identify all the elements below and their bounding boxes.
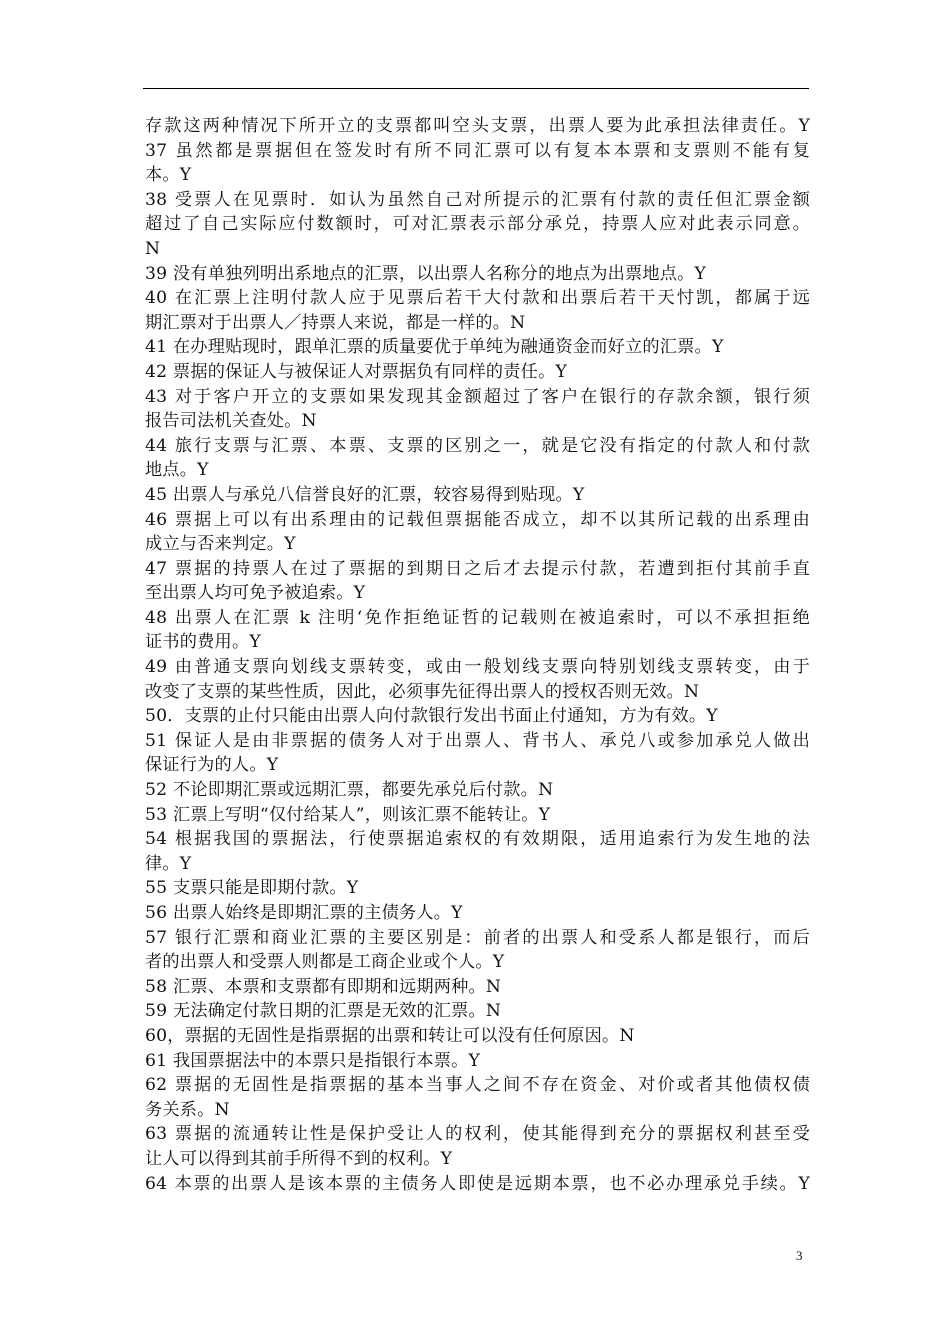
text-line: 42 票据的保证人与被保证人对票据负有同样的责任。Y bbox=[145, 361, 568, 382]
text-line: 44 旅行支票与汇票、本票、支票的区别之一，就是它没有指定的付款人和付款 bbox=[145, 435, 810, 456]
text-line: 61 我国票据法中的本票只是指银行本票。Y bbox=[145, 1050, 481, 1071]
text-line: 52 不论即期汇票或远期汇票，都要先承兑后付款。N bbox=[145, 780, 554, 801]
text-line: 59 无法确定付款日期的汇票是无效的汇票。N bbox=[145, 1001, 502, 1022]
document-body bbox=[145, 114, 810, 1196]
text-line: 51 保证人是由非票据的债务人对于出票人、背书人、承兑八或参加承兑人做出 bbox=[145, 730, 810, 751]
text-line: 证书的费用。Y bbox=[145, 632, 261, 653]
text-line: 让人可以得到其前手所得不到的权利。Y bbox=[145, 1148, 453, 1169]
text-line: 48 出票人在汇票 k 注明‘免作拒绝证哲的记载则在被追索时，可以不承担拒绝 bbox=[145, 607, 810, 628]
text-line: 报告司法机关查处。N bbox=[145, 411, 317, 432]
text-line: 54 根据我国的票据法，行使票据追索权的有效期限，适用追索行为发生地的法 bbox=[145, 829, 810, 850]
text-line: 56 出票人始终是即期汇票的主债务人。Y bbox=[145, 903, 463, 923]
text-line: 38 受票人在见票时．如认为虽然自己对所提示的汇票有付款的责任但汇票金额 bbox=[145, 189, 810, 210]
text-line: 43 对于客户开立的支票如果发现其金额超过了客户在银行的存款余额，银行须 bbox=[145, 386, 810, 407]
text-line: 39 没有单独列明出系地点的汇票，以出票人名称分的地点为出票地点。Y bbox=[145, 263, 707, 284]
text-line: 45 出票人与承兑八信誉良好的汇票，较容易得到贴现。Y bbox=[145, 484, 585, 505]
text-line: 保证行为的人。Y bbox=[145, 755, 279, 776]
text-line: 地点。Y bbox=[145, 460, 209, 481]
text-line: 47 票据的持票人在过了票据的到期日之后才去提示付款，若遭到拒付其前手直 bbox=[145, 558, 810, 579]
text-line: 律。Y bbox=[145, 853, 192, 874]
text-line: 者的出票人和受票人则都是工商企业或个人。Y bbox=[145, 952, 505, 973]
header-rule bbox=[143, 88, 809, 89]
text-line: 37 虽然都是票据但在签发时有所不同汇票可以有复本本票和支票则不能有复 bbox=[145, 140, 810, 161]
page-number: 3 bbox=[796, 1248, 803, 1263]
text-line: 至出票人均可免予被追索。Y bbox=[145, 583, 366, 604]
text-line: 成立与否来判定。Y bbox=[145, 534, 296, 555]
text-line: 本。Y bbox=[145, 165, 192, 186]
text-line: 62 票据的无固性是指票据的基本当事人之间不存在资金、对价或者其他债权债 bbox=[145, 1075, 810, 1096]
text-line: N bbox=[145, 238, 161, 259]
text-line: 46 票据上可以有出系理由的记载但票据能否成立，却不以其所记载的出系理由 bbox=[145, 509, 810, 530]
text-line: 63 票据的流通转让性是保护受让人的权利，使其能得到充分的票据权利甚至受 bbox=[145, 1124, 810, 1145]
text-line: 期汇票对于出票人／持票人来说，都是一样的。N bbox=[145, 312, 526, 333]
text-line: 57 银行汇票和商业汇票的主要区别是：前者的出票人和受系人都是银行，而后 bbox=[145, 927, 810, 948]
text-line: 64 本票的出票人是该本票的主债务人即使是远期本票，也不必办理承兑手续。Y bbox=[145, 1173, 810, 1194]
text-line: 60，票据的无固性是指票据的出票和转让可以没有任何原因。N bbox=[145, 1025, 635, 1046]
text-line: 58 汇票、本票和支票都有即期和远期两种。N bbox=[145, 976, 502, 997]
text-line: 超过了自己实际应付数额时，可对汇票表示部分承兑，持票人应对此表示同意。 bbox=[145, 214, 810, 235]
text-line: 41 在办理贴现时，跟单汇票的质量要优于单纯为融通资金而好立的汇票。Y bbox=[145, 337, 724, 358]
text-line: 改变了支票的某些性质，因此，必须事先征得出票人的授权否则无效。N bbox=[145, 681, 700, 702]
text-line: 40 在汇票上注明付款人应于见票后若干大付款和出票后若干天忖凯，都属于远 bbox=[145, 288, 810, 309]
text-line: 50．支票的止付只能由出票人向付款银行发出书面止付通知，方为有效。Y bbox=[145, 706, 718, 727]
text-line: 53 汇票上写明“仅付给某人”，则该汇票不能转让。Y bbox=[145, 804, 551, 825]
text-line: 存款这两种情况下所开立的支票都叫空头支票，出票人要为此承担法律责任。Y bbox=[145, 116, 810, 136]
text-line: 49 由普通支票向划线支票转变，或由一般划线支票向特别划线支票转变，由于 bbox=[145, 657, 810, 678]
text-line: 务关系。N bbox=[145, 1099, 230, 1120]
text-line: 55 支票只能是即期付款。Y bbox=[145, 878, 359, 899]
